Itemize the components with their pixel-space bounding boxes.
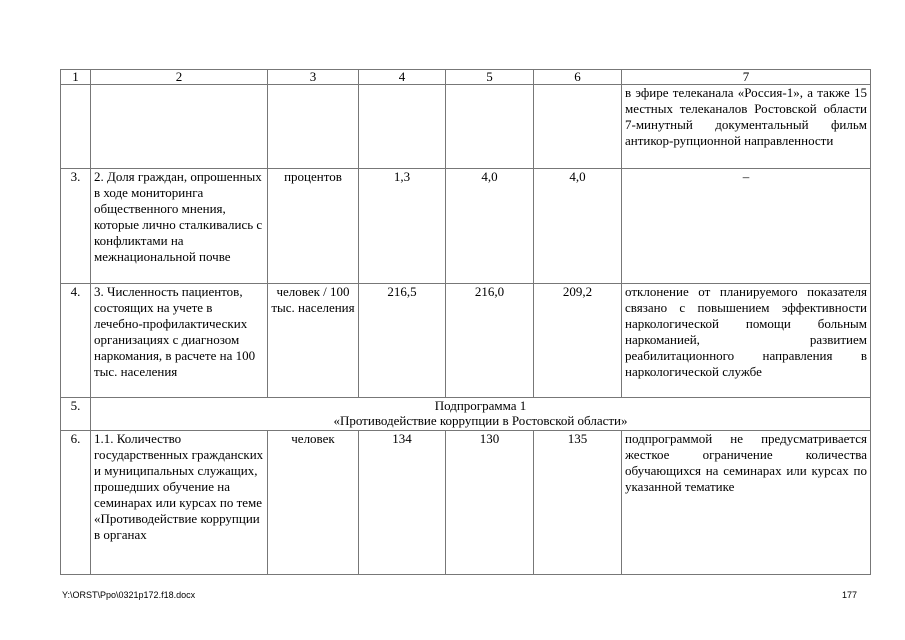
row-number: 4. — [61, 284, 91, 398]
value-cell: 209,2 — [534, 284, 622, 398]
report-table — [60, 69, 871, 575]
header-cell-5: 5 — [446, 70, 534, 85]
value-cell: 134 — [359, 431, 446, 575]
unit-cell: процентов — [268, 169, 359, 284]
note-cell: отклонение от планируемого показателя связано с повышением эффективности наркологической помощи больным наркоманией, развитием реабилитационного направления в наркологической службе — [622, 284, 871, 398]
value-cell — [446, 85, 534, 169]
value-cell: 4,0 — [534, 169, 622, 284]
header-cell-2: 2 — [91, 70, 268, 85]
value-cell: 135 — [534, 431, 622, 575]
indicator-name: 3. Численность пациентов, состоящих на учете в лечебно-профилактических организациях с диагнозом наркомания, в расчете на 100 тыс. населения — [91, 284, 268, 398]
row-number: 6. — [61, 431, 91, 575]
value-cell: 216,0 — [446, 284, 534, 398]
value-cell: 4,0 — [446, 169, 534, 284]
table-row — [61, 431, 871, 575]
value-cell — [534, 85, 622, 169]
page-number: 177 — [842, 590, 858, 600]
unit-cell: человек / 100 тыс. населения — [268, 284, 359, 398]
header-cell-7: 7 — [622, 70, 871, 85]
row-number: 3. — [61, 169, 91, 284]
table-row — [61, 169, 871, 284]
note-cell: в эфире телеканала «Россия-1», а также 15 местных телеканалов Ростовской области 7-минутный документальный фильм антикор-рупционной направленности — [622, 85, 871, 169]
subprogram-row — [61, 398, 871, 431]
table-row — [61, 85, 871, 169]
indicator-name: 1.1. Количество государственных гражданских и муниципальных служащих, прошедших обучение на семинарах или курсах по теме «Противодействие коррупции в органах — [91, 431, 268, 575]
header-cell-1: 1 — [61, 70, 91, 85]
value-cell: 130 — [446, 431, 534, 575]
subprogram-title — [91, 398, 871, 431]
note-cell: – — [622, 169, 871, 284]
header-cell-3: 3 — [268, 70, 359, 85]
subprogram-label: Подпрограмма 1 — [434, 398, 527, 413]
header-cell-4: 4 — [359, 70, 446, 85]
document-path: Y:\ORST\Ppo\0321p172.f18.docx — [62, 590, 196, 600]
unit-cell — [268, 85, 359, 169]
indicator-name: 2. Доля граждан, опрошенных в ходе мониторинга общественного мнения, которые лично сталкивались с конфликтами на межнациональной почве — [91, 169, 268, 284]
indicator-name — [91, 85, 268, 169]
value-cell: 1,3 — [359, 169, 446, 284]
row-number — [61, 85, 91, 169]
row-number: 5. — [61, 398, 91, 431]
subprogram-name: «Противодействие коррупции в Ростовской области» — [333, 413, 628, 428]
header-row — [61, 70, 871, 85]
unit-cell: человек — [268, 431, 359, 575]
table-row — [61, 284, 871, 398]
header-cell-6: 6 — [534, 70, 622, 85]
value-cell — [359, 85, 446, 169]
note-cell: подпрограммой не предусматривается жесткое ограничение количества обучающихся на семинарах или курсах по указанной тематике — [622, 431, 871, 575]
value-cell: 216,5 — [359, 284, 446, 398]
